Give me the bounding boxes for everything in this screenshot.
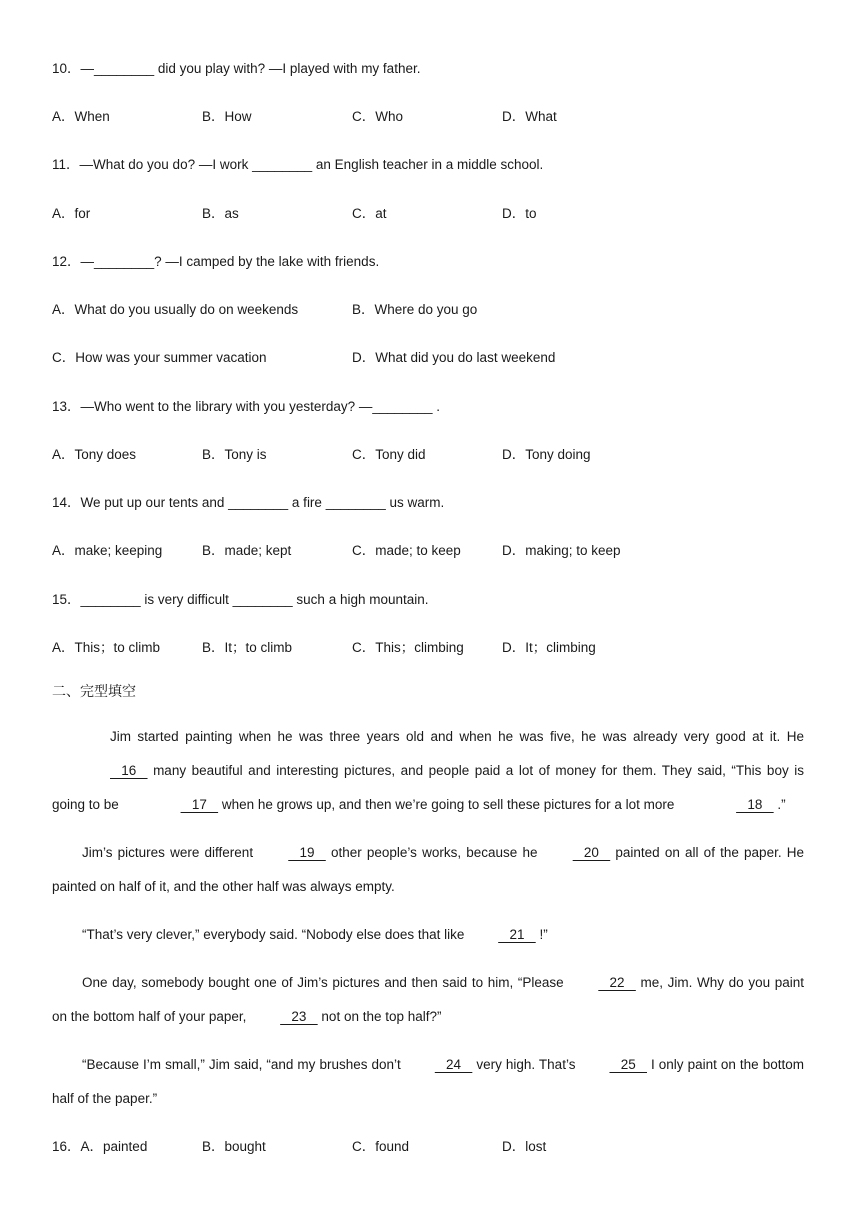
question-10-option-d: D．What [502,109,557,124]
passage-text: when he grows up, and then we’re going to sell these pictures for a lot more [218,797,679,812]
passage-text: many beautiful and interesting pictures, and people paid a lot of money for them. They said, “This boy is going to be [52,763,804,812]
question-14-option-b: B．made; kept [202,543,292,558]
blank-23: 23 [280,1009,318,1024]
question-11-option-a: A．for [52,206,91,221]
passage-text: “That’s very clever,” everybody said. “Nobody else does that like [82,927,469,942]
question-11-option-b: B．as [202,206,239,221]
passage-text: One day, somebody bought one of Jim’s pictures and then said to him, “Please [82,975,569,990]
blank-19: 19 [288,845,326,860]
question-13-option-b: B．Tony is [202,447,267,462]
question-10-option-b: B．How [202,109,252,124]
question-12-option-c: C．How was your summer vacation [52,350,267,365]
blank-17: 17 [180,797,219,812]
blank-16: 16 [110,763,148,778]
passage-text: other people’s works, because he [325,845,543,860]
passage-text: not on the top half?” [317,1009,442,1024]
question-16-option-d: D．lost [502,1139,547,1154]
question-15-option-b: B．It；to climb [202,640,293,655]
question-14-stem: 14．We put up our tents and ________ a fire ________ us warm. [52,495,445,510]
passage-text: me, Jim. Why do you paint on the bottom half of your paper, [52,975,805,1024]
passage-text: very high. That’s [472,1057,580,1072]
blank-25: 25 [609,1057,647,1072]
question-12-option-a: A．What do you usually do on weekends [52,302,299,317]
question-10-option-c: C．Who [352,109,404,124]
passage-text: I only paint on the bottom half of the paper.” [52,1057,804,1106]
passage-text: Jim’s pictures were different [82,845,259,860]
question-11-option-d: D．to [502,206,537,221]
passage-paragraph-1 [52,720,804,822]
question-16-number: 16． [52,1139,81,1154]
question-15-option-d: D．It；climbing [502,640,596,655]
blank-22: 22 [598,975,636,990]
question-12-stem: 12．—________? —I camped by the lake with friends. [52,254,380,269]
question-16-option-b: B．bought [202,1139,266,1154]
passage-paragraph-2 [52,836,804,904]
question-14-option-a: A．make; keeping [52,543,163,558]
question-13-option-c: C．Tony did [352,447,426,462]
passage-text: “Because I’m small,” Jim said, “and my brushes don’t [82,1057,405,1072]
question-16-option-c: C．found [352,1139,410,1154]
passage-text: .” [773,797,786,812]
question-11-stem: 11．—What do you do? —I work ________ an English teacher in a middle school. [52,157,544,172]
question-15-option-c: C．This；climbing [352,640,464,655]
question-15-stem: 15．________ is very difficult ________ such a high mountain. [52,592,429,607]
question-15-option-a: A．This；to climb [52,640,161,655]
question-10-option-a: A．When [52,109,110,124]
question-14-option-d: D．making; to keep [502,543,621,558]
blank-20: 20 [572,845,611,860]
question-11-option-c: C．at [352,206,387,221]
passage-text: Jim started painting when he was three years old and when he was five, he was already very good at it. He [110,729,804,744]
question-12-option-d: D．What did you do last weekend [352,350,556,365]
passage-paragraph-4 [52,966,804,1034]
blank-24: 24 [434,1057,473,1072]
question-16-option-a-label: A．painted [80,1139,148,1154]
question-10-stem: 10．—________ did you play with? —I played with my father. [52,61,421,76]
passage-text: painted on all of the paper. He painted on half of it, and the other half was always empty. [52,845,805,894]
question-14-option-c: C．made; to keep [352,543,461,558]
passage-text: !” [535,927,548,942]
section-title: 二、完型填空 [52,684,136,700]
blank-18: 18 [736,797,774,812]
question-13-option-a: A．Tony does [52,447,137,462]
passage-paragraph-3 [52,918,804,952]
question-13-stem: 13．—Who went to the library with you yesterday? —________ . [52,399,440,414]
question-13-option-d: D．Tony doing [502,447,591,462]
blank-21: 21 [498,927,536,942]
question-12-option-b: B．Where do you go [352,302,478,317]
passage-paragraph-5 [52,1048,804,1116]
question-16-option-a [52,1137,147,1157]
